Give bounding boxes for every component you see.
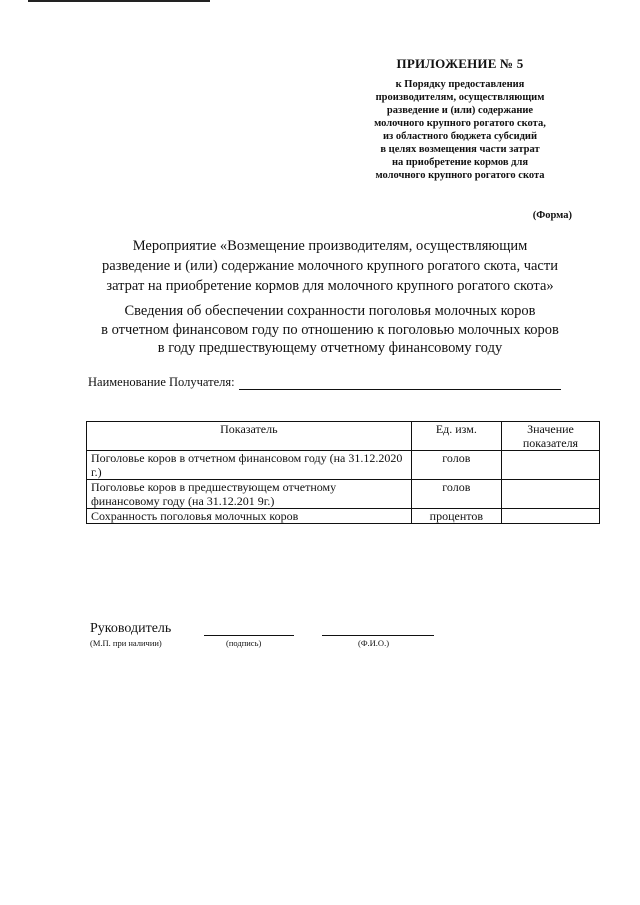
table-row (87, 451, 600, 480)
appendix-line: в целях возмещения части затрат (380, 144, 540, 155)
header-indicator: Показатель (87, 422, 412, 451)
appendix-line: производителям, осуществляющим (375, 92, 545, 103)
signature-block (90, 621, 450, 661)
form-mark: (Форма) (532, 210, 572, 221)
row-value-cell[interactable] (501, 509, 599, 524)
appendix-line: из областного бюджета субсидий (382, 131, 538, 142)
appendix-line: разведение и (или) содержание (386, 105, 534, 116)
appendix-line: к Порядку предоставления (395, 79, 525, 90)
appendix-title: ПРИЛОЖЕНИЕ № 5 (396, 56, 524, 71)
fio-caption: (Ф.И.О.) (358, 638, 390, 648)
event-line: разведение и (или) содержание молочного крупного рогатого скота, части (102, 258, 558, 274)
info-line: в отчетном финансовом году по отношению к поголовью молочных коров (101, 321, 559, 338)
recipient-field (88, 375, 561, 390)
table-header-row (87, 422, 600, 451)
event-line: затрат на приобретение кормов для молочного крупного рогатого скота» (106, 278, 554, 294)
row-indicator-name: Поголовье коров в предшествующем отчетному финансовому году (на 31.12.201 9г.) (87, 480, 412, 509)
fio-line[interactable] (322, 635, 434, 636)
appendix-line: молочного крупного рогатого скота (375, 170, 545, 181)
head-label: Руководитель (90, 621, 172, 636)
row-unit: голов (411, 451, 501, 480)
indicators-table (86, 421, 600, 524)
header-unit: Ед. изм. (411, 422, 501, 451)
signature-line[interactable] (204, 635, 294, 636)
table-row (87, 509, 600, 524)
recipient-label: Наименование Получателя: (88, 375, 235, 389)
scan-edge-mark (28, 0, 210, 2)
row-unit: голов (411, 480, 501, 509)
appendix-header (330, 56, 590, 182)
stamp-caption: (М.П. при наличии) (90, 638, 162, 648)
event-heading (60, 236, 600, 296)
appendix-subtitle (330, 78, 590, 182)
row-unit: процентов (411, 509, 501, 524)
event-line: Мероприятие «Возмещение производителям, осуществляющим (132, 238, 528, 254)
row-value-cell[interactable] (501, 451, 599, 480)
table-row (87, 480, 600, 509)
info-line: Сведения об обеспечении сохранности поголовья молочных коров (124, 303, 536, 319)
header-value: Значение показателя (501, 422, 599, 451)
row-value-cell[interactable] (501, 480, 599, 509)
appendix-line: молочного крупного рогатого скота, (374, 118, 546, 129)
recipient-input-line[interactable] (239, 377, 561, 390)
signature-caption: (подпись) (226, 638, 262, 648)
row-indicator-name: Поголовье коров в отчетном финансовом году (на 31.12.2020 г.) (87, 451, 412, 480)
info-heading (60, 302, 600, 358)
row-indicator-name: Сохранность поголовья молочных коров (87, 509, 412, 524)
appendix-line: на приобретение кормов для (391, 157, 529, 168)
info-line: в году предшествующему отчетному финансовому году (157, 340, 503, 356)
